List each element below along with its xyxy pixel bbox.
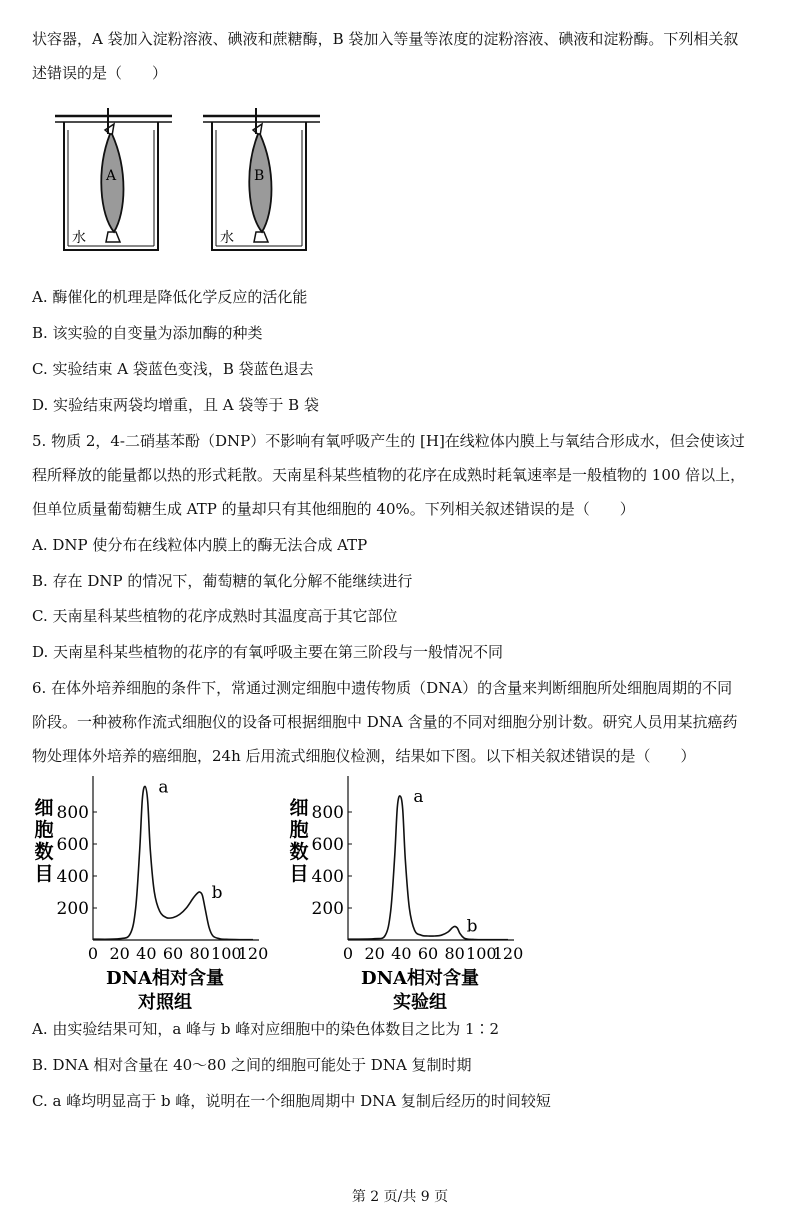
q6-stem-line-1: 6. 在体外培养细胞的条件下，常通过测定细胞中遗传物质（DNA）的含量来判断细胞所处细胞周期的不同: [32, 679, 733, 697]
intro-line-2: 述错误的是（ ）: [32, 64, 168, 82]
x-tick-label: 80: [444, 944, 465, 963]
peak-label-a: a: [158, 777, 169, 798]
y-axis-label: 细胞数目: [34, 797, 54, 885]
y-tick-label: 800: [311, 803, 344, 823]
q6-option-b: B. DNA 相对含量在 40～80 之间的细胞可能处于 DNA 复制时期: [32, 1056, 472, 1074]
experiment-group-chart: [285, 772, 545, 1012]
x-tick-label: 0: [87, 944, 99, 963]
x-tick-label: 120: [492, 944, 524, 963]
q6-option-a: A. 由实验结果可知，a 峰与 b 峰对应细胞中的染色体数目之比为 1∶2: [32, 1020, 500, 1038]
chart-title: 实验组: [393, 992, 447, 1012]
y-axis-label: 细胞数目: [289, 797, 309, 885]
x-tick-label: 60: [417, 944, 439, 963]
y-tick-label: 200: [56, 899, 89, 919]
q6-stem-line-2: 阶段。一种被称作流式细胞仪的设备可根据细胞中 DNA 含量的不同对细胞分别计数。研究人员用某抗癌药: [32, 713, 738, 731]
x-axis-label: DNA相对含量: [360, 968, 480, 989]
water-label-a: 水: [72, 230, 86, 246]
x-tick-label: 40: [136, 944, 157, 963]
dialysis-bag-figure: [50, 100, 370, 260]
bag-a-label: A: [106, 168, 117, 184]
x-tick-label: 60: [162, 944, 184, 963]
x-tick-label: 100: [466, 944, 497, 963]
q5-option-b: B. 存在 DNP 的情况下，葡萄糖的氧化分解不能继续进行: [32, 572, 413, 590]
q5-stem-line-2: 程所释放的能量都以热的形式耗散。天南星科某些植物的花序在成熟时耗氧速率是一般植物的 100 倍以上，: [32, 466, 746, 484]
y-tick-label: 400: [56, 867, 89, 887]
q4-option-c: C. 实验结束 A 袋蓝色变浅，B 袋蓝色退去: [32, 360, 314, 378]
y-tick-label: 600: [56, 835, 89, 855]
q4-option-a: A. 酶催化的机理是降低化学反应的活化能: [32, 288, 308, 306]
peak-label-b: b: [466, 916, 478, 937]
intro-line-1: 状容器，A 袋加入淀粉溶液、碘液和蔗糖酶，B 袋加入等量等浓度的淀粉溶液、碘液和淀粉酶。下列相关叙: [32, 30, 739, 48]
q5-option-d: D. 天南星科某些植物的花序的有氧呼吸主要在第三阶段与一般情况不同: [32, 643, 504, 661]
x-tick-label: 40: [391, 944, 412, 963]
x-tick-label: 20: [364, 944, 385, 963]
x-tick-label: 0: [342, 944, 354, 963]
y-tick-label: 600: [311, 835, 344, 855]
control-group-chart: [30, 772, 290, 1012]
q6-stem-line-3: 物处理体外培养的癌细胞，24h 后用流式细胞仪检测，结果如下图。以下相关叙述错误的是（ ）: [32, 747, 696, 765]
peak-label-b: b: [211, 883, 223, 903]
beaker-b: [203, 108, 320, 250]
y-tick-label: 800: [56, 803, 89, 823]
q5-stem-line-1: 5. 物质 2，4-二硝基苯酚（DNP）不影响有氧呼吸产生的 [H]在线粒体内膜上与氧结合形成水，但会使该过: [32, 432, 745, 450]
water-label-b: 水: [220, 230, 234, 246]
q5-option-a: A. DNP 使分布在线粒体内膜上的酶无法合成 ATP: [32, 536, 368, 554]
series-line: [93, 786, 253, 939]
beaker-a: [55, 108, 172, 250]
q5-option-c: C. 天南星科某些植物的花序成熟时其温度高于其它部位: [32, 607, 398, 625]
y-tick-label: 200: [311, 899, 344, 919]
x-tick-label: 20: [109, 944, 130, 963]
x-tick-label: 80: [189, 944, 210, 963]
page-footer: 第 2 页/共 9 页: [351, 1189, 449, 1205]
bag-b-label: B: [254, 168, 265, 184]
q6-option-c: C. a 峰均明显高于 b 峰，说明在一个细胞周期中 DNA 复制后经历的时间较短: [32, 1092, 551, 1110]
series-line: [348, 796, 508, 940]
x-tick-label: 100: [211, 944, 242, 963]
x-tick-label: 120: [237, 944, 269, 963]
q4-option-d: D. 实验结束两袋均增重，且 A 袋等于 B 袋: [32, 396, 319, 414]
chart-title: 对照组: [138, 992, 192, 1012]
q4-option-b: B. 该实验的自变量为添加酶的种类: [32, 324, 263, 342]
y-tick-label: 400: [311, 867, 344, 887]
x-axis-label: DNA相对含量: [105, 968, 225, 989]
q5-stem-line-3: 但单位质量葡萄糖生成 ATP 的量却只有其他细胞的 40%。下列相关叙述错误的是（ ）: [32, 500, 635, 518]
peak-label-a: a: [413, 787, 424, 807]
